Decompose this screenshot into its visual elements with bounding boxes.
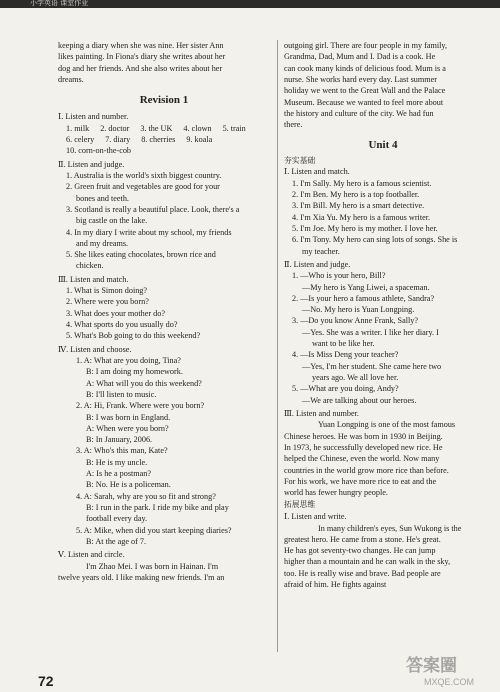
passage-line: afraid of him. He fights against <box>284 580 387 590</box>
exercise-line: 1. I'm Sally. My hero is a famous scientist. <box>292 178 432 188</box>
word-item: 5. train <box>222 123 246 133</box>
exercise-line: 4. I'm Xia Yu. My hero is a famous writer. <box>292 212 431 222</box>
dialogue-line: B: He is my uncle. <box>86 457 148 467</box>
dialogue-line: —No. My hero is Yuan Longping. <box>302 305 415 315</box>
section-listen-match <box>58 274 270 342</box>
unit-title: Unit 4 <box>368 138 398 151</box>
dialogue-line: 3. —Do you know Anne Frank, Sally? <box>292 316 418 326</box>
dialogue-line: 3. A: Who's this man, Kate? <box>76 446 168 456</box>
dialogue-line: A: Is he a postman? <box>86 469 152 479</box>
column-divider <box>277 40 278 652</box>
passage-line: In 1973, he successfully developed new rice. He <box>284 442 443 452</box>
exercise-line: and my dreams. <box>76 238 129 248</box>
text-line: holiday we went to the Great Wall and the Palace <box>284 86 446 96</box>
word-item: 6. celery <box>66 135 95 145</box>
dialogue-line: want to be like her. <box>312 339 375 349</box>
section-heading: Ⅱ. Listen and judge. <box>284 259 351 269</box>
exercise-line: 1. Australia is the world's sixth biggest country. <box>66 170 222 180</box>
section-listen-choose <box>58 344 270 548</box>
exercise-line: 4. What sports do you usually do? <box>66 320 178 330</box>
dialogue-line: football every day. <box>86 514 148 524</box>
passage-line: twelve years old. I like making new friends. I'm an <box>58 572 225 582</box>
text-line: there. <box>284 120 303 130</box>
passage-line: countries in the world grow more rice than before. <box>284 465 449 475</box>
dialogue-line: —Yes. She was a writer. I like her diary. I <box>302 327 439 337</box>
word-item: 1. milk <box>66 123 90 133</box>
header-text: 小学英语 课堂作业 <box>30 0 89 7</box>
word-item: 4. clown <box>183 123 212 133</box>
dialogue-line: A: When were you born? <box>86 423 169 433</box>
exercise-line: bones and teeth. <box>76 193 129 203</box>
dialogue-line: 5. —What are you doing, Andy? <box>292 384 399 394</box>
top-header-bar <box>0 0 500 8</box>
dialogue-line: B: No. He is a policeman. <box>86 480 171 490</box>
section-heading: Ⅱ. Listen and judge. <box>58 159 125 169</box>
text-line: likes painting. In Fiona's diary she writes about her <box>58 52 226 62</box>
dialogue-line: —Yes, I'm her student. She came here two <box>302 361 442 371</box>
exercise-line: 2. I'm Ben. My hero is a top footballer. <box>292 190 420 200</box>
dialogue-line: 2. —Is your hero a famous athlete, Sandra? <box>292 293 435 303</box>
text-line: the history and culture of the city. We had fun <box>284 108 434 118</box>
word-item: 10. corn-on-the-cob <box>66 146 132 156</box>
dialogue-line: 1. —Who is your hero, Bill? <box>292 271 386 281</box>
right-column <box>284 40 482 590</box>
word-row <box>58 134 270 145</box>
exercise-line: 4. In my diary I write about my school, my friends <box>66 227 232 237</box>
passage-line: In many children's eyes, Sun Wukong is the <box>318 523 462 533</box>
text-line: can cook many kinds of delicious food. Mum is a <box>284 63 446 73</box>
passage-line: I'm Zhao Mei. I was born in Hainan. I'm <box>86 561 219 571</box>
watermark-logo: 答案圈 <box>406 656 457 675</box>
exercise-line: 5. I'm Joe. My hero is my mother. I love her. <box>292 223 438 233</box>
section-heading: Ⅲ. Listen and match. <box>58 274 129 284</box>
exercise-line: 2. Where were you born? <box>66 297 149 307</box>
text-line: Grandma, Dad, Mum and I. Dad is a cook. He <box>284 52 436 62</box>
text-line: Museum. Because we wanted to feel more about <box>284 97 444 107</box>
word-item: 9. koala <box>186 135 213 145</box>
dialogue-line: 4. A: Sarah, why are you so fit and strong? <box>76 491 216 501</box>
dialogue-line: B: I was born in England. <box>86 412 171 422</box>
exercise-line: 3. What does your mother do? <box>66 308 165 318</box>
text-line: keeping a diary when she was nine. Her sister Ann <box>58 41 224 50</box>
exercise-line: 6. I'm Tony. My hero can sing lots of songs. She is <box>292 235 458 245</box>
word-item: 2. doctor <box>100 123 130 133</box>
category-label: 拓展思维 <box>284 500 316 510</box>
revision-title: Revision 1 <box>139 94 189 107</box>
watermark-url: MXQE.COM <box>424 677 475 687</box>
word-row <box>58 123 270 134</box>
word-item: 8. cherries <box>141 135 176 145</box>
section-heading: Ⅰ. Listen and number. <box>58 112 129 122</box>
passage-line: Yuan Longping is one of the most famous <box>318 420 456 430</box>
dialogue-line: —My hero is Yang Liwei, a spaceman. <box>302 282 430 292</box>
passage-line: higher than a mountain and he can walk in the sky, <box>284 557 451 567</box>
dialogue-line: years ago. We all love her. <box>312 373 399 383</box>
section-heading: Ⅲ. Listen and number. <box>284 408 359 418</box>
dialogue-line: 2. A: Hi, Frank. Where were you born? <box>76 401 205 411</box>
section-listen-number <box>284 408 482 499</box>
exercise-line: 3. Scotland is really a beautiful place. Look, there's a <box>66 204 240 214</box>
passage-line: Chinese heroes. He was born in 1930 in Beijing. <box>284 431 443 441</box>
passage-line: He has got seventy-two changes. He can jump <box>284 546 436 556</box>
passage-line: greatest hero. He came from a stone. He's great. <box>284 534 441 544</box>
word-row <box>58 145 270 156</box>
dialogue-line: —We are talking about our heroes. <box>302 395 417 405</box>
left-column <box>58 40 270 583</box>
dialogue-line: B: I run in the park. I ride my bike and play <box>86 503 229 513</box>
section-heading: Ⅴ. Listen and circle. <box>58 550 125 560</box>
exercise-line: 1. What is Simon doing? <box>66 286 148 296</box>
exercise-line: 5. She likes eating chocolates, brown rice and <box>66 250 216 260</box>
dialogue-line: B: I'll listen to music. <box>86 389 157 399</box>
page-number: 72 <box>38 673 54 689</box>
dialogue-line: A: What will you do this weekend? <box>86 378 202 388</box>
section-listen-judge <box>284 259 482 406</box>
exercise-line: 3. I'm Bill. My hero is a smart detective. <box>292 201 425 211</box>
dialogue-line: B: At the age of 7. <box>86 536 147 546</box>
dialogue-line: 1. A: What are you doing, Tina? <box>76 355 181 365</box>
passage-line: world has fewer hungry people. <box>284 488 388 498</box>
exercise-line: my teacher. <box>302 246 340 256</box>
dialogue-line: B: In January, 2006. <box>86 435 153 445</box>
section-listen-match <box>284 166 482 257</box>
dialogue-line: 4. —Is Miss Deng your teacher? <box>292 350 399 360</box>
dialogue-line: 5. A: Mike, when did you start keeping diaries? <box>76 525 232 535</box>
right-intro <box>284 40 482 131</box>
exercise-line: 2. Green fruit and vegetables are good for your <box>66 182 220 192</box>
section-heading: Ⅰ. Listen and match. <box>284 167 350 177</box>
dialogue-line: B: I am doing my homework. <box>86 367 183 377</box>
section-listen-judge <box>58 159 270 272</box>
section-listen-number <box>58 111 270 156</box>
section-listen-circle <box>58 549 270 583</box>
section-heading: Ⅰ. Listen and write. <box>284 512 347 522</box>
section-listen-write <box>284 511 482 590</box>
category-label: 夯实基础 <box>284 155 316 165</box>
passage-line: helped the Chinese, even the world. Now many <box>284 454 440 464</box>
passage-line: For his work, we have more rice to eat and the <box>284 476 437 486</box>
left-intro <box>58 40 270 85</box>
section-heading: Ⅳ. Listen and choose. <box>58 344 132 354</box>
word-item: 3. the UK <box>140 123 173 133</box>
exercise-line: chicken. <box>76 261 104 271</box>
exercise-line: big castle on the lake. <box>76 216 148 226</box>
text-line: outgoing girl. There are four people in my family, <box>284 41 448 50</box>
passage-line: too. He is really wise and brave. Bad people are <box>284 568 441 578</box>
text-line: dog and her friends. And she also writes about her <box>58 63 223 73</box>
word-item: 7. diary <box>105 135 131 145</box>
text-line: dreams. <box>58 74 84 84</box>
exercise-line: 5. What's Bob going to do this weekend? <box>66 331 201 341</box>
text-line: nurse. She works hard every day. Last summer <box>284 74 437 84</box>
